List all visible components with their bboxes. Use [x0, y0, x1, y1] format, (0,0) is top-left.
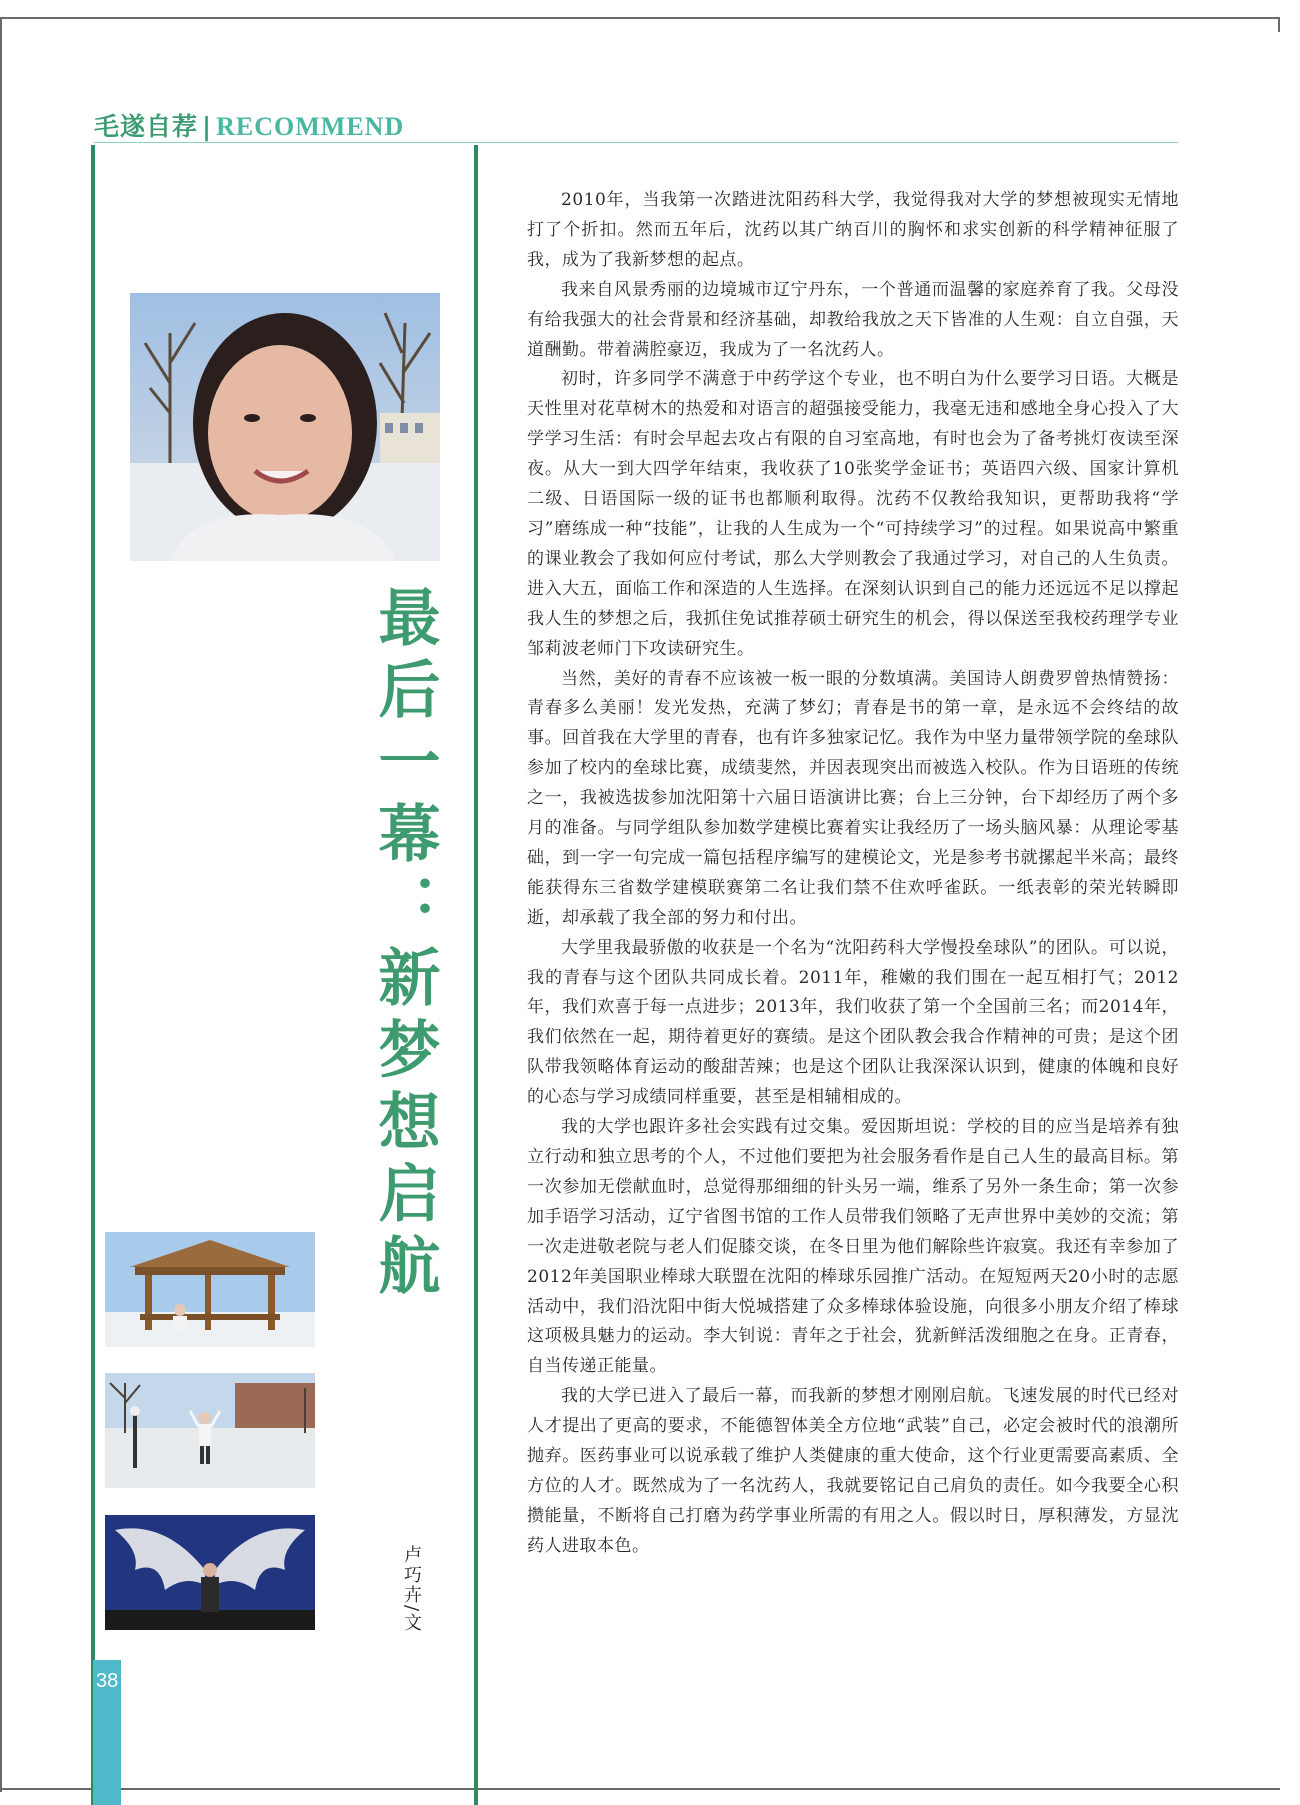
- article-body: [527, 186, 1179, 1562]
- gazebo-photo: [105, 1232, 315, 1347]
- page-frame-right: [1278, 17, 1280, 32]
- section-header-en: RECOMMEND: [216, 112, 405, 141]
- left-green-bar: [91, 145, 95, 1805]
- header-rule: [94, 142, 1178, 143]
- article-paragraph: 2010年，当我第一次踏进沈阳药科大学，我觉得我对大学的梦想被现实无情地打了个折扣。然而五年后，沈药以其广纳百川的胸怀和求实创新的科学精神征服了我，成为了我新梦想的起点。: [527, 190, 1179, 270]
- article-paragraph: 初时，许多同学不满意于中药学这个专业，也不明白为什么要学习日语。大概是天性里对花草树木的热爱和对语言的超强接受能力，我毫无违和感地全身心投入了大学学习生活：有时会早起去攻占有限的自习室高地，有时也会为了备考挑灯夜读至深夜。从大一到大四学年结束，我收获了10张奖学金证书；英语四六级、国家计算机二级、日语国际一级的证书也都顺利取得。沈药不仅教给我知识，更帮助我将“学习”磨练成一种“技能”，让我的人生成为一个“可持续学习”的过程。如果说高中繁重的课业教会了我如何应付考试，那么大学则教会了我通过学习，对自己的人生负责。进入大五，面临工作和深造的人生选择。在深刻认识到自己的能力还远远不足以撑起我人生的梦想之后，我抓住免试推荐硕士研究生的机会，得以保送至我校药理学专业邹莉波老师门下攻读研究生。: [527, 369, 1179, 659]
- gazebo-illustration: [105, 1232, 315, 1347]
- section-header-separator: |: [202, 112, 213, 141]
- portrait-photo: [130, 293, 440, 561]
- section-header-cn: 毛遂自荐: [94, 112, 199, 141]
- middle-green-bar: [474, 145, 478, 1805]
- page-frame-left: [0, 17, 2, 1792]
- angel-wings-illustration: [105, 1515, 315, 1630]
- article-title: 最后一幕：新梦想启航: [368, 585, 441, 1305]
- article-paragraph: 大学里我最骄傲的收获是一个名为“沈阳药科大学慢投垒球队”的团队。可以说，我的青春与这个团队共同成长着。2011年，稚嫩的我们围在一起互相打气；2012年，我们欢喜于每一点进步；2013年，我们收获了第一个全国前三名；而2014年，我们依然在一起，期待着更好的赛绩。是这个团队教会我合作精神的可贵；是这个团队带我领略体育运动的酸甜苦辣；也是这个团队让我深深认识到，健康的体魄和良好的心态与学习成绩同样重要，甚至是相辅相成的。: [527, 937, 1179, 1108]
- page-frame-top: [0, 17, 1280, 19]
- article-paragraph: 当然，美好的青春不应该被一板一眼的分数填满。美国诗人朗费罗曾热情赞扬：青春多么美丽！发光发热，充满了梦幻；青春是书的第一章，是永远不会终结的故事。回首我在大学里的青春，也有许多独家记忆。我作为中坚力量带领学院的垒球队参加了校内的垒球比赛，成绩斐然，并因表现突出而被选入校队。作为日语班的传统之一，我被选拔参加沈阳第十六届日语演讲比赛；台上三分钟，台下却经历了两个多月的准备。与同学组队参加数学建模比赛着实让我经历了一场头脑风暴：从理论零基础，到一字一句完成一篇包括程序编写的建模论文，光是参考书就摞起半米高；最终能获得东三省数学建模联赛第二名让我们禁不住欢呼雀跃。一纸表彰的荣光转瞬即逝，却承载了我全部的努力和付出。: [527, 668, 1179, 928]
- page-frame-bottom: [0, 1788, 1280, 1790]
- snow-field-illustration: [105, 1373, 315, 1488]
- snow-field-photo: [105, 1373, 315, 1488]
- section-header: [94, 107, 404, 143]
- article-paragraph: 我的大学也跟许多社会实践有过交集。爱因斯坦说：学校的目的应当是培养有独立行动和独立思考的个人，不过他们要把为社会服务看作是自己人生的最高目标。第一次参加无偿献血时，总觉得那细细的针头另一端，维系了另外一条生命；第一次参加手语学习活动，辽宁省图书馆的工作人员带我们领略了无声世界中美妙的交流；第一次走进敬老院与老人们促膝交谈，在冬日里为他们解除些许寂寞。我还有幸参加了2012年美国职业棒球大联盟在沈阳的棒球乐园推广活动。在短短两天20小时的志愿活动中，我们沿沈阳中街大悦城搭建了众多棒球体验设施，向很多小朋友介绍了棒球这项极具魅力的运动。李大钊说：青年之于社会，犹新鲜活泼细胞之在身。正青春，自当传递正能量。: [527, 1117, 1179, 1377]
- article-paragraph: 我来自风景秀丽的边境城市辽宁丹东，一个普通而温馨的家庭养育了我。父母没有给我强大的社会背景和经济基础，却教给我放之天下皆准的人生观：自立自强，天道酬勤。带着满腔豪迈，我成为了一名沈药人。: [527, 279, 1179, 360]
- article-paragraph: 我的大学已进入了最后一幕，而我新的梦想才刚刚启航。飞速发展的时代已经对人才提出了更高的要求，不能德智体美全方位地“武装”自己，必定会被时代的浪潮所抛弃。医药事业可以说承载了维护人类健康的重大使命，这个行业更需要高素质、全方位的人才。既然成为了一名沈药人，我就要铭记自己肩负的责任。如今我要全心积攒能量，不断将自己打磨为药学事业所需的有用之人。假以时日，厚积薄发，方显沈药人进取本色。: [527, 1386, 1179, 1556]
- angel-wings-photo: [105, 1515, 315, 1630]
- page-number: 38: [96, 1670, 119, 1692]
- author-byline: 卢巧卉/文: [401, 1545, 422, 1634]
- portrait-illustration: [130, 293, 440, 561]
